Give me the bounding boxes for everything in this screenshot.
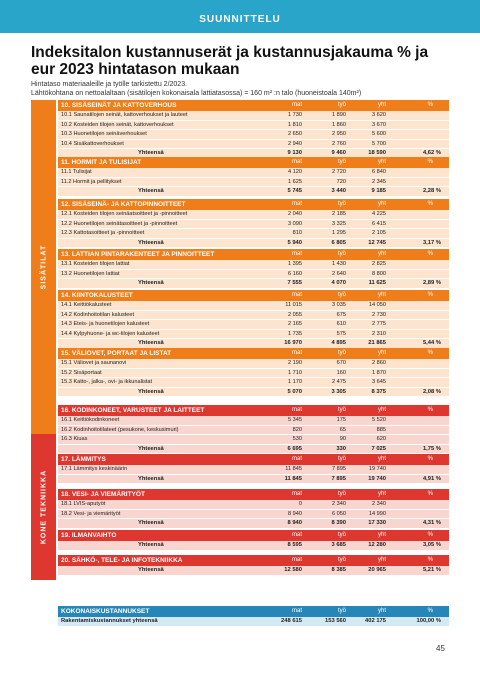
col-header-mat: mat xyxy=(291,608,302,614)
row-yht: 3 645 xyxy=(372,379,386,385)
col-header-tyo: työ xyxy=(337,532,346,538)
total-tyo: 3 685 xyxy=(331,542,346,548)
col-header-mat: mat xyxy=(291,251,302,257)
total-label: Yhteensä xyxy=(138,520,164,526)
section-title: 14. KIINTOKALUSTEET xyxy=(61,292,133,299)
row-yht: 2 310 xyxy=(372,330,386,337)
summary-title: KOKONAISKUSTANNUKSET xyxy=(61,608,150,615)
col-header-mat: mat xyxy=(291,159,302,165)
summary-mat: 248 615 xyxy=(281,618,302,624)
row-mat: 1 710 xyxy=(288,369,302,376)
col-header-pct: % xyxy=(427,608,433,614)
total-yht: 18 590 xyxy=(368,150,386,156)
total-tyo: 7 895 xyxy=(331,475,346,482)
total-row xyxy=(58,475,449,485)
row-mat: 1 170 xyxy=(288,379,302,385)
row-tyo: 2 760 xyxy=(332,140,346,147)
total-yht: 19 740 xyxy=(368,475,386,482)
subtitle-baseline: Lähtökohtana on nettoalaltaan (sisätilojen kokonaisala lattiatasossa) = 160 m² :n talo (huoneistoala 140m²) xyxy=(31,90,362,97)
total-mat: 5 940 xyxy=(287,239,302,246)
row-tyo: 2 475 xyxy=(332,379,346,385)
row-label: 14.2 Kodinhoitotilan kalusteet xyxy=(61,311,135,318)
row-yht: 3 670 xyxy=(372,121,386,128)
section-block xyxy=(58,555,449,576)
total-pct: 3,17 % xyxy=(422,239,441,246)
col-header-tyo: työ xyxy=(337,608,346,614)
col-header-tyo: työ xyxy=(337,159,346,165)
summary-row xyxy=(58,617,449,627)
summary-section xyxy=(58,606,449,627)
col-header-tyo: työ xyxy=(337,350,346,356)
total-pct: 4,91 % xyxy=(422,475,441,482)
total-yht: 17 330 xyxy=(368,520,386,526)
row-label: 14.3 Eteis- ja huonetilojen kalusteet xyxy=(61,321,150,327)
section-title: 13. LATTIAN PINTARAKENTEET JA PINNOITTEET xyxy=(61,251,215,258)
col-header-pct: % xyxy=(427,201,433,207)
row-mat: 8 940 xyxy=(288,510,302,517)
row-tyo: 675 xyxy=(336,311,346,318)
section-block xyxy=(58,489,449,529)
summary-label: Rakentamiskustannukset yhteensä xyxy=(61,618,158,624)
table-row xyxy=(58,270,449,280)
row-mat: 6 160 xyxy=(288,270,302,277)
row-yht: 2 105 xyxy=(372,230,386,236)
row-tyo: 2 950 xyxy=(332,131,346,137)
row-label: 10.3 Huonetilojen seinäverhoukset xyxy=(61,131,147,137)
total-tyo: 8 390 xyxy=(331,520,346,526)
total-tyo: 4 895 xyxy=(331,340,346,346)
total-label: Yhteensä xyxy=(138,340,164,346)
table-row xyxy=(58,378,449,388)
col-header-pct: % xyxy=(427,456,433,462)
side-label-sisatilat-text: SISÄTILAT xyxy=(40,244,47,290)
row-tyo: 3 325 xyxy=(332,220,346,227)
section-title: 17. LÄMMITYS xyxy=(61,456,106,463)
total-mat: 8 940 xyxy=(287,520,302,526)
row-mat: 0 xyxy=(298,501,302,507)
section-header xyxy=(58,405,449,416)
total-label: Yhteensä xyxy=(138,280,164,286)
total-mat: 16 970 xyxy=(284,340,302,346)
col-header-mat: mat xyxy=(291,557,302,563)
total-row xyxy=(58,445,449,455)
section-header xyxy=(58,489,449,500)
total-mat: 8 595 xyxy=(287,542,302,548)
table-row xyxy=(58,260,449,270)
section-header xyxy=(58,348,449,359)
row-mat: 11 845 xyxy=(285,466,302,472)
total-pct: 2,89 % xyxy=(422,280,441,286)
row-label: 10.4 Sisäkattoverhoukset xyxy=(61,140,124,147)
row-tyo: 90 xyxy=(339,436,346,442)
col-header-yht: yht xyxy=(377,608,386,614)
total-tyo: 8 385 xyxy=(331,567,346,573)
row-yht: 8 800 xyxy=(372,270,386,277)
col-header-pct: % xyxy=(427,407,433,413)
row-yht: 885 xyxy=(376,426,386,433)
row-tyo: 1 295 xyxy=(332,230,346,236)
row-tyo: 1 430 xyxy=(332,261,346,267)
total-pct: 5,44 % xyxy=(422,340,441,346)
col-header-yht: yht xyxy=(377,350,386,356)
row-yht: 1 870 xyxy=(372,369,386,376)
col-header-mat: mat xyxy=(291,102,302,108)
total-mat: 9 130 xyxy=(287,150,302,156)
total-mat: 12 580 xyxy=(284,567,302,573)
table-row xyxy=(58,435,449,445)
row-mat: 1 730 xyxy=(288,112,302,118)
row-mat: 2 055 xyxy=(288,311,302,318)
col-header-pct: % xyxy=(427,491,433,497)
col-header-yht: yht xyxy=(377,251,386,257)
table-row xyxy=(58,416,449,426)
total-pct: 5,21 % xyxy=(422,567,441,573)
section-block xyxy=(58,454,449,484)
summary-yht: 402 175 xyxy=(365,618,386,624)
table-row xyxy=(58,330,449,340)
table-row xyxy=(58,210,449,220)
total-mat: 11 845 xyxy=(284,475,302,482)
row-yht: 2 340 xyxy=(372,501,386,507)
total-label: Yhteensä xyxy=(138,567,164,573)
total-mat: 5 070 xyxy=(287,388,302,395)
row-tyo: 610 xyxy=(336,321,346,327)
col-header-pct: % xyxy=(427,350,433,356)
row-label: 18.2 Vesi- ja viemärityöt xyxy=(61,510,121,517)
row-tyo: 720 xyxy=(336,178,346,185)
row-yht: 2 345 xyxy=(372,178,386,185)
row-label: 12.3 Kattotasoitteet ja -pinnoitteet xyxy=(61,230,145,236)
col-header-yht: yht xyxy=(377,491,386,497)
row-yht: 5 600 xyxy=(372,131,386,137)
row-tyo: 65 xyxy=(339,426,346,433)
row-tyo: 670 xyxy=(336,360,346,366)
page-title: Indeksitalon kustannuserät ja kustannusjakauma % ja eur 2023 hintatason mukaan xyxy=(31,44,429,78)
row-mat: 1 395 xyxy=(288,261,302,267)
row-yht: 14 050 xyxy=(368,302,386,308)
total-label: Yhteensä xyxy=(138,188,164,194)
total-yht: 7 025 xyxy=(371,445,386,452)
col-header-yht: yht xyxy=(377,532,386,538)
row-yht: 6 415 xyxy=(372,220,386,227)
section-block xyxy=(58,290,449,349)
table-row xyxy=(58,140,449,150)
col-header-yht: yht xyxy=(377,201,386,207)
col-header-tyo: työ xyxy=(337,557,346,563)
section-header xyxy=(58,249,449,260)
summary-tyo: 153 560 xyxy=(325,618,346,624)
row-mat: 4 120 xyxy=(288,169,302,175)
section-title: 19. ILMANVAIHTO xyxy=(61,532,117,539)
total-label: Yhteensä xyxy=(138,150,164,156)
row-label: 15.2 Sisäportaat xyxy=(61,369,102,376)
row-label: 16.3 Kiuas xyxy=(61,436,88,442)
table-row xyxy=(58,111,449,121)
page-number: 45 xyxy=(436,644,445,653)
side-label-sisatilat xyxy=(31,100,56,434)
col-header-yht: yht xyxy=(377,557,386,563)
total-pct: 2,28 % xyxy=(422,188,441,194)
total-tyo: 6 805 xyxy=(331,239,346,246)
section-title: 11. HORMIT JA TULISIJAT xyxy=(61,159,142,166)
top-banner xyxy=(0,0,480,33)
table-row xyxy=(58,426,449,436)
row-label: 10.1 Saunatilojen seinät, kattoverhoukset ja lauteet xyxy=(61,112,188,118)
row-tyo: 175 xyxy=(336,417,346,423)
row-tyo: 1 890 xyxy=(332,112,346,118)
row-tyo: 160 xyxy=(336,369,346,376)
col-header-tyo: työ xyxy=(337,251,346,257)
row-label: 11.1 Tulisijat xyxy=(61,169,92,175)
row-label: 17.1 Lämmitys keskinäärin xyxy=(61,466,128,472)
total-mat: 5 745 xyxy=(287,188,302,194)
row-label: 10.2 Kosteiden tilojen seinät, kattoverhoukset xyxy=(61,121,174,128)
section-title: 12. SISÄSEINÄ- JA KATTOPINNOITTEET xyxy=(61,201,186,208)
section-title: 10. SISÄSEINÄT JA KATTOVERHOUS xyxy=(61,102,177,109)
section-block xyxy=(58,530,449,551)
row-yht: 2 775 xyxy=(372,321,386,327)
side-label-koneteknikka-text: KONE TEKNIIKKA xyxy=(40,469,47,545)
row-mat: 2 165 xyxy=(288,321,302,327)
col-header-yht: yht xyxy=(377,407,386,413)
table-row xyxy=(58,178,449,188)
col-header-tyo: työ xyxy=(337,292,346,298)
subtitle-price-level: Hintataso materiaaleille ja työlle tarkistettu 2/2023. xyxy=(31,81,188,88)
row-yht: 6 840 xyxy=(372,169,386,175)
section-block xyxy=(58,249,449,289)
summary-pct: 100,00 % xyxy=(416,618,441,624)
col-header-pct: % xyxy=(427,102,433,108)
side-label-koneteknikka xyxy=(31,434,56,580)
row-mat: 810 xyxy=(292,230,302,236)
section-header xyxy=(58,199,449,210)
total-row xyxy=(58,519,449,529)
section-tag: SUUNNITTELU xyxy=(180,7,300,33)
table-row xyxy=(58,320,449,330)
total-mat: 7 555 xyxy=(287,280,302,286)
total-label: Yhteensä xyxy=(138,445,164,452)
col-header-tyo: työ xyxy=(337,491,346,497)
table-row xyxy=(58,121,449,131)
total-tyo: 330 xyxy=(336,445,346,452)
row-yht: 620 xyxy=(376,436,386,442)
row-yht: 3 620 xyxy=(372,112,386,118)
total-label: Yhteensä xyxy=(138,542,164,548)
row-tyo: 2 185 xyxy=(332,211,346,217)
row-mat: 5 345 xyxy=(288,417,302,423)
total-yht: 20 965 xyxy=(368,567,386,573)
row-tyo: 3 035 xyxy=(332,302,346,308)
total-row xyxy=(58,541,449,551)
total-tyo: 9 460 xyxy=(331,150,346,156)
total-row xyxy=(58,239,449,249)
section-block xyxy=(58,348,449,397)
row-mat: 2 650 xyxy=(288,131,302,137)
table-row xyxy=(58,311,449,321)
section-block xyxy=(58,157,449,197)
row-label: 12.2 Huonetilojen seinätasoitteet ja -pinnoitteet xyxy=(61,220,178,227)
row-tyo: 2 640 xyxy=(332,270,346,277)
col-header-tyo: työ xyxy=(337,201,346,207)
total-tyo: 4 070 xyxy=(331,280,346,286)
total-tyo: 3 305 xyxy=(331,388,346,395)
total-tyo: 3 440 xyxy=(331,188,346,194)
col-header-yht: yht xyxy=(377,292,386,298)
row-label: 14.1 Keittiökalusteet xyxy=(61,302,112,308)
total-label: Yhteensä xyxy=(138,388,164,395)
row-mat: 2 190 xyxy=(288,360,302,366)
row-yht: 4 225 xyxy=(372,211,386,217)
total-label: Yhteensä xyxy=(138,475,164,482)
section-header xyxy=(58,157,449,168)
table-row xyxy=(58,500,449,510)
col-header-mat: mat xyxy=(291,456,302,462)
table-row xyxy=(58,465,449,475)
total-row xyxy=(58,187,449,197)
row-label: 16.1 Keittiökodinkoneet xyxy=(61,417,120,423)
row-label: 13.2 Huonetilojen lattiat xyxy=(61,270,120,277)
section-block xyxy=(58,405,449,454)
row-yht: 2 825 xyxy=(372,261,386,267)
section-header xyxy=(58,530,449,541)
table-row xyxy=(58,130,449,140)
summary-header xyxy=(58,606,449,617)
total-pct: 4,31 % xyxy=(422,520,441,526)
col-header-pct: % xyxy=(427,251,433,257)
col-header-pct: % xyxy=(427,292,433,298)
row-mat: 2 940 xyxy=(288,140,302,147)
total-pct: 3,05 % xyxy=(422,542,441,548)
total-yht: 9 185 xyxy=(371,188,386,194)
table-row xyxy=(58,168,449,178)
section-title: 15. VÄLIOVET, PORTAAT JA LISTAT xyxy=(61,350,172,357)
total-yht: 12 280 xyxy=(368,542,386,548)
row-label: 15.1 Väliovet ja saunanovi xyxy=(61,360,127,366)
row-label: 11.2 Hormit ja pellitykset xyxy=(61,178,122,185)
section-header xyxy=(58,454,449,465)
section-header xyxy=(58,555,449,566)
row-mat: 3 090 xyxy=(288,220,302,227)
total-yht: 11 625 xyxy=(368,280,386,286)
table-row xyxy=(58,229,449,239)
row-mat: 820 xyxy=(292,426,302,433)
col-header-mat: mat xyxy=(291,201,302,207)
row-mat: 1 735 xyxy=(288,330,302,337)
col-header-mat: mat xyxy=(291,350,302,356)
row-label: 13.1 Kosteiden tilojen lattiat xyxy=(61,261,130,267)
col-header-pct: % xyxy=(427,159,433,165)
table-row xyxy=(58,220,449,230)
col-header-tyo: työ xyxy=(337,456,346,462)
row-yht: 19 740 xyxy=(368,466,386,472)
col-header-mat: mat xyxy=(291,407,302,413)
row-yht: 2 860 xyxy=(372,360,386,366)
col-header-mat: mat xyxy=(291,532,302,538)
section-title: 18. VESI- JA VIEMÄRITYÖT xyxy=(61,491,145,498)
section-header xyxy=(58,290,449,301)
row-tyo: 2 340 xyxy=(332,501,346,507)
total-row xyxy=(58,566,449,576)
section-header xyxy=(58,100,449,111)
row-label: 12.1 Kosteiden tilojen seinäatsoitteet ja -pinnoitteet xyxy=(61,211,188,217)
row-tyo: 2 720 xyxy=(332,169,346,175)
row-mat: 2 040 xyxy=(288,211,302,217)
col-header-yht: yht xyxy=(377,456,386,462)
total-mat: 6 695 xyxy=(287,445,302,452)
table-row xyxy=(58,359,449,369)
total-yht: 12 745 xyxy=(368,239,386,246)
row-yht: 5 520 xyxy=(372,417,386,423)
total-yht: 21 865 xyxy=(368,340,386,346)
col-header-yht: yht xyxy=(377,102,386,108)
col-header-pct: % xyxy=(427,532,433,538)
row-mat: 530 xyxy=(292,436,302,442)
row-label: 14.4 Kylpyhuone- ja wc-tilojen kalusteet xyxy=(61,330,160,337)
row-label: 15.3 Katto-, jalka-, ovi- ja ikkunalistat xyxy=(61,379,153,385)
row-mat: 11 015 xyxy=(285,302,302,308)
total-row xyxy=(58,279,449,289)
row-tyo: 575 xyxy=(336,330,346,337)
table-row xyxy=(58,301,449,311)
table-row xyxy=(58,369,449,379)
col-header-mat: mat xyxy=(291,491,302,497)
col-header-tyo: työ xyxy=(337,407,346,413)
row-mat: 1 810 xyxy=(288,121,302,128)
section-block xyxy=(58,100,449,159)
section-title: 20. SÄHKÖ-, TELE- JA INFOTEKNIIKKA xyxy=(61,557,183,564)
row-label: 18.1 LVIS-aputyöt xyxy=(61,501,106,507)
total-row xyxy=(58,388,449,398)
total-pct: 2,08 % xyxy=(422,388,441,395)
table-row xyxy=(58,510,449,520)
row-tyo: 1 860 xyxy=(332,121,346,128)
row-mat: 1 625 xyxy=(288,178,302,185)
total-pct: 1,75 % xyxy=(422,445,441,452)
row-tyo: 7 895 xyxy=(332,466,346,472)
section-block xyxy=(58,199,449,248)
row-yht: 5 700 xyxy=(372,140,386,147)
row-yht: 14 990 xyxy=(368,510,386,517)
row-tyo: 6 050 xyxy=(332,510,346,517)
col-header-yht: yht xyxy=(377,159,386,165)
section-title: 16. KODINKONEET, VARUSTEET JA LAITTEET xyxy=(61,407,205,414)
row-yht: 2 730 xyxy=(372,311,386,318)
total-yht: 8 375 xyxy=(371,388,386,395)
col-header-mat: mat xyxy=(291,292,302,298)
total-pct: 4,62 % xyxy=(422,150,441,156)
total-label: Yhteensä xyxy=(138,239,164,246)
col-header-tyo: työ xyxy=(337,102,346,108)
row-label: 16.2 Kodinhoitotilateet (pesukone, keskusimuri) xyxy=(61,426,179,433)
col-header-pct: % xyxy=(427,557,433,563)
